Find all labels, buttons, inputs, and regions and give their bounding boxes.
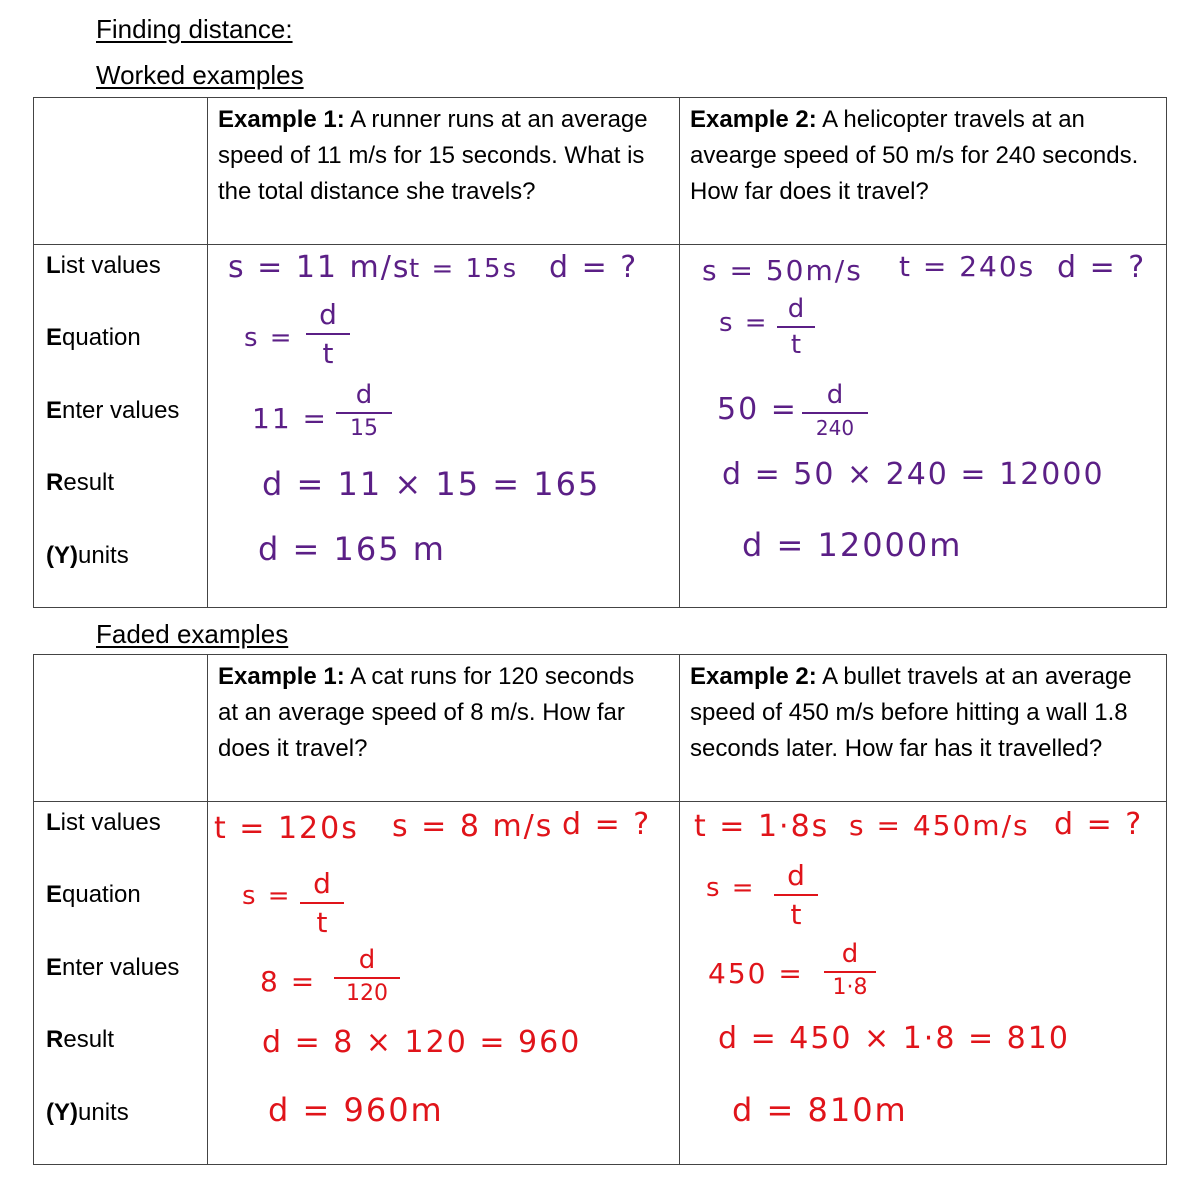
- row-label-equation: Equation: [46, 881, 141, 908]
- list-distance: d = ?: [1054, 807, 1144, 842]
- equation-lhs: s =: [719, 308, 769, 338]
- fraction-numerator: d: [841, 939, 859, 969]
- list-speed: s = 8 m/s: [392, 809, 554, 844]
- fraction-numerator: d: [787, 294, 805, 324]
- fraction-denominator: t: [790, 330, 802, 360]
- units-answer: d = 960m: [268, 1091, 444, 1129]
- fraction-denominator: t: [322, 337, 334, 370]
- example-text: A helicopter travels at an avearge speed of 50 m/s for 240 seconds. How far does it travel?: [690, 106, 1139, 205]
- equation-lhs: s =: [242, 881, 292, 911]
- faded-example-2-question: [690, 659, 1160, 767]
- fraction-denominator: 240: [815, 416, 855, 440]
- example-text: A cat runs for 120 seconds at an average speed of 8 m/s. How far does it travel?: [218, 663, 635, 762]
- example-text: A bullet travels at an average speed of 450 m/s before hitting a wall 1.8 seconds later. How far has it travelled?: [690, 663, 1132, 762]
- worked-examples-table: [33, 97, 1167, 608]
- fraction-denominator: t: [316, 906, 328, 939]
- list-time: t = 240s: [899, 250, 1036, 283]
- enter-lhs: 450 =: [708, 957, 804, 990]
- fraction-numerator: d: [313, 867, 331, 900]
- list-speed: s = 11 m/s: [228, 250, 411, 285]
- equation-fraction: [306, 298, 350, 370]
- row-label-result: Result: [46, 1026, 115, 1053]
- worked-example-2-question: [690, 102, 1155, 210]
- row-label-result: Result: [46, 469, 115, 496]
- fraction-denominator: t: [790, 898, 802, 931]
- fraction-denominator: 15: [350, 416, 378, 441]
- page-title: Finding distance:: [96, 14, 293, 44]
- list-time: t = 1·8s: [694, 809, 830, 844]
- faded-example-1-question: [218, 659, 658, 767]
- enter-fraction: [824, 939, 876, 1000]
- fraction-numerator: d: [358, 945, 376, 975]
- row-label-units: (Y)units: [46, 1099, 129, 1126]
- result-text: d = 450 × 1·8 = 810: [718, 1021, 1070, 1056]
- example-title: Example 2:: [690, 663, 817, 690]
- enter-lhs: 50 =: [717, 392, 798, 427]
- faded-examples-heading: Faded examples: [96, 619, 289, 649]
- list-speed: s = 50m/s: [702, 254, 863, 287]
- equation-fraction: [774, 859, 818, 931]
- enter-lhs: 8 =: [260, 965, 317, 998]
- list-distance: d = ?: [1057, 250, 1147, 285]
- row-label-enter-values: Enter values: [46, 397, 180, 424]
- units-answer: d = 165 m: [258, 530, 446, 568]
- equation-fraction: [300, 867, 344, 939]
- list-time: t = 120s: [214, 811, 359, 846]
- enter-fraction: [336, 380, 392, 441]
- list-distance: d = ?: [562, 807, 652, 842]
- example-title: Example 1:: [218, 106, 345, 133]
- row-label-list-values: List values: [46, 809, 161, 836]
- row-label-units: (Y)units: [46, 542, 129, 569]
- equation-fraction: [777, 294, 815, 360]
- worked-examples-heading: Worked examples: [96, 60, 304, 90]
- enter-fraction: [334, 945, 400, 1006]
- fraction-numerator: d: [319, 298, 337, 331]
- result-text: d = 50 × 240 = 12000: [722, 457, 1105, 492]
- faded-examples-table: [33, 654, 1167, 1165]
- enter-fraction: [802, 380, 868, 440]
- fraction-denominator: 1·8: [832, 975, 868, 1000]
- equation-lhs: s =: [706, 873, 756, 903]
- fraction-denominator: 120: [346, 981, 388, 1006]
- enter-lhs: 11 =: [252, 402, 328, 435]
- list-time: t = 15s: [409, 254, 519, 284]
- fraction-numerator: d: [826, 380, 844, 410]
- worked-example-1-question: [218, 102, 658, 210]
- row-label-list-values: List values: [46, 252, 161, 279]
- result-text: d = 11 × 15 = 165: [262, 465, 601, 503]
- units-answer: d = 810m: [732, 1091, 908, 1129]
- list-speed: s = 450m/s: [849, 809, 1030, 842]
- fraction-numerator: d: [787, 859, 805, 892]
- fraction-numerator: d: [355, 380, 373, 410]
- row-label-equation: Equation: [46, 324, 141, 351]
- example-title: Example 2:: [690, 106, 817, 133]
- example-title: Example 1:: [218, 663, 345, 690]
- list-distance: d = ?: [549, 250, 639, 285]
- row-label-enter-values: Enter values: [46, 954, 180, 981]
- units-answer: d = 12000m: [742, 526, 963, 564]
- equation-lhs: s =: [244, 323, 294, 353]
- example-text: A runner runs at an average speed of 11 m/s for 15 seconds. What is the total distance she travels?: [218, 106, 648, 205]
- result-text: d = 8 × 120 = 960: [262, 1025, 582, 1060]
